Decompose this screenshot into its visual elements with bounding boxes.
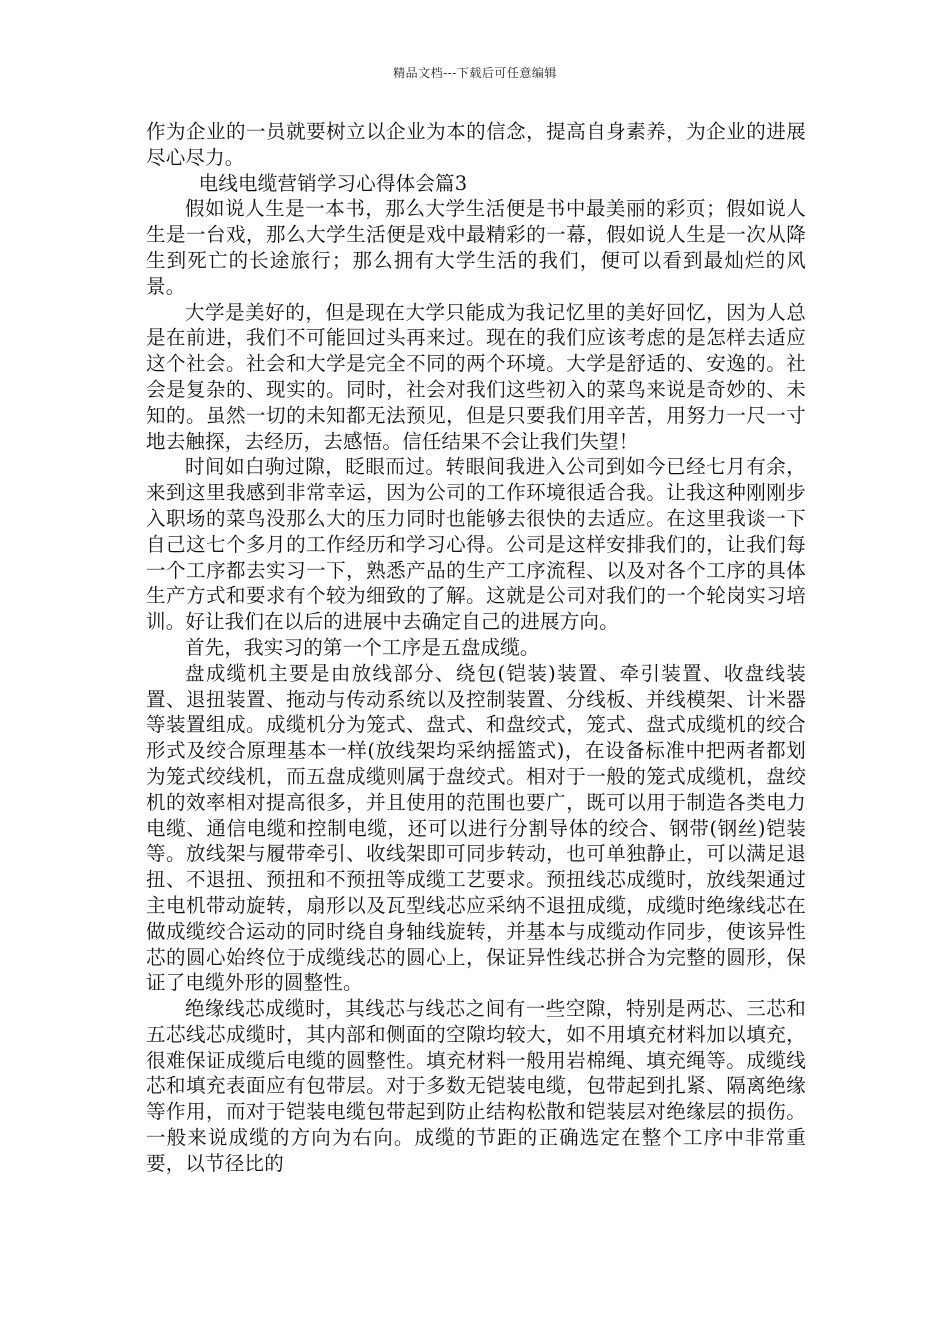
document-body	[146, 119, 806, 1177]
paragraph-2: 假如说人生是一本书，那么大学生活便是书中最美丽的彩页；假如说人生是一台戏，那么大学生活便是戏中最精彩的一幕，假如说人生是一次从降生到死亡的长途旅行；那么拥有大学生活的我们，便可以看到最灿烂的风景。	[146, 197, 806, 298]
paragraph-7: 绝缘线芯成缆时，其线芯与线芯之间有一些空隙，特别是两芯、三芯和五芯线芯成缆时，其内部和侧面的空隙均较大，如不用填充材料加以填充，很难保证成缆后电缆的圆整性。填充材料一般用岩棉绳、填充绳等。成缆线芯和填充表面应有包带层。对于多数无铠装电缆，包带起到扎紧、隔离绝缘等作用，而对于铠装电缆包带起到防止结构松散和铠装层对绝缘层的损伤。一般来说成缆的方向为右向。成缆的节距的正确选定在整个工序中非常重要，以节径比的	[146, 997, 806, 1175]
section-heading: 电线电缆营销学习心得体会篇3	[198, 171, 468, 195]
paragraph-6: 盘成缆机主要是由放线部分、绕包(铠装)装置、牵引装置、收盘线装置、退扭装置、拖动与传动系统以及控制装置、分线板、并线模架、计米器等装置组成。成缆机分为笼式、盘式、和盘绞式，笼式、盘式成缆机的绞合形式及绞合原理基本一样(放线架均采纳摇篮式)，在设备标准中把两者都划为笼式绞线机，而五盘成缆则属于盘绞式。相对于一般的笼式成缆机，盘绞机的效率相对提高很多，并且使用的范围也要广，既可以用于制造各类电力电缆、通信电缆和控制电缆，还可以进行分割导体的绞合、钢带(钢丝)铠装等。放线架与履带牵引、收线架即可同步转动，也可单独静止，可以满足退扭、不退扭、预扭和不预扭等成缆工艺要求。预扭线芯成缆时，放线架通过主电机带动旋转，扇形以及瓦型线芯应采纳不退扭成缆，成缆时绝缘线芯在做成缆绞合运动的同时绕自身轴线旋转，并基本与成缆动作同步，使该异性芯的圆心始终位于成缆线芯的圆心上，保证异性线芯拼合为完整的圆形，保证了电缆外形的圆整性。	[146, 661, 806, 995]
paragraph-5: 首先，我实习的第一个工序是五盘成缆。	[185, 635, 540, 659]
page-header: 精品文档---下载后可任意编辑	[393, 66, 557, 80]
paragraph-1: 作为企业的一员就要树立以企业为本的信念，提高自身素养，为企业的进展尽心尽力。	[146, 120, 806, 169]
paragraph-4: 时间如白驹过隙，眨眼而过。转眼间我进入公司到如今已经七月有余，来到这里我感到非常幸运，因为公司的工作环境很适合我。让我这种刚刚步入职场的菜鸟没那么大的压力同时也能够去很快的去适应。在这里我谈一下自己这七个多月的工作经历和学习心得。公司是这样安排我们的，让我们每一个工序都去实习一下，熟悉产品的生产工序流程、以及对各个工序的具体生产方式和要求有个较为细致的了解。这就是公司对我们的一个轮岗实习培训。好让我们在以后的进展中去确定自己的进展方向。	[146, 455, 806, 634]
paragraph-3: 大学是美好的，但是现在大学只能成为我记忆里的美好回忆，因为人总是在前进，我们不可能回过头再来过。现在的我们应该考虑的是怎样去适应这个社会。社会和大学是完全不同的两个环境。大学是舒适的、安逸的。社会是复杂的、现实的。同时，社会对我们这些初入的菜鸟来说是奇妙的、未知的。虽然一切的未知都无法预见，但是只要我们用辛苦，用努力一尺一寸地去触探，去经历，去感悟。信任结果不会让我们失望！	[146, 300, 806, 453]
